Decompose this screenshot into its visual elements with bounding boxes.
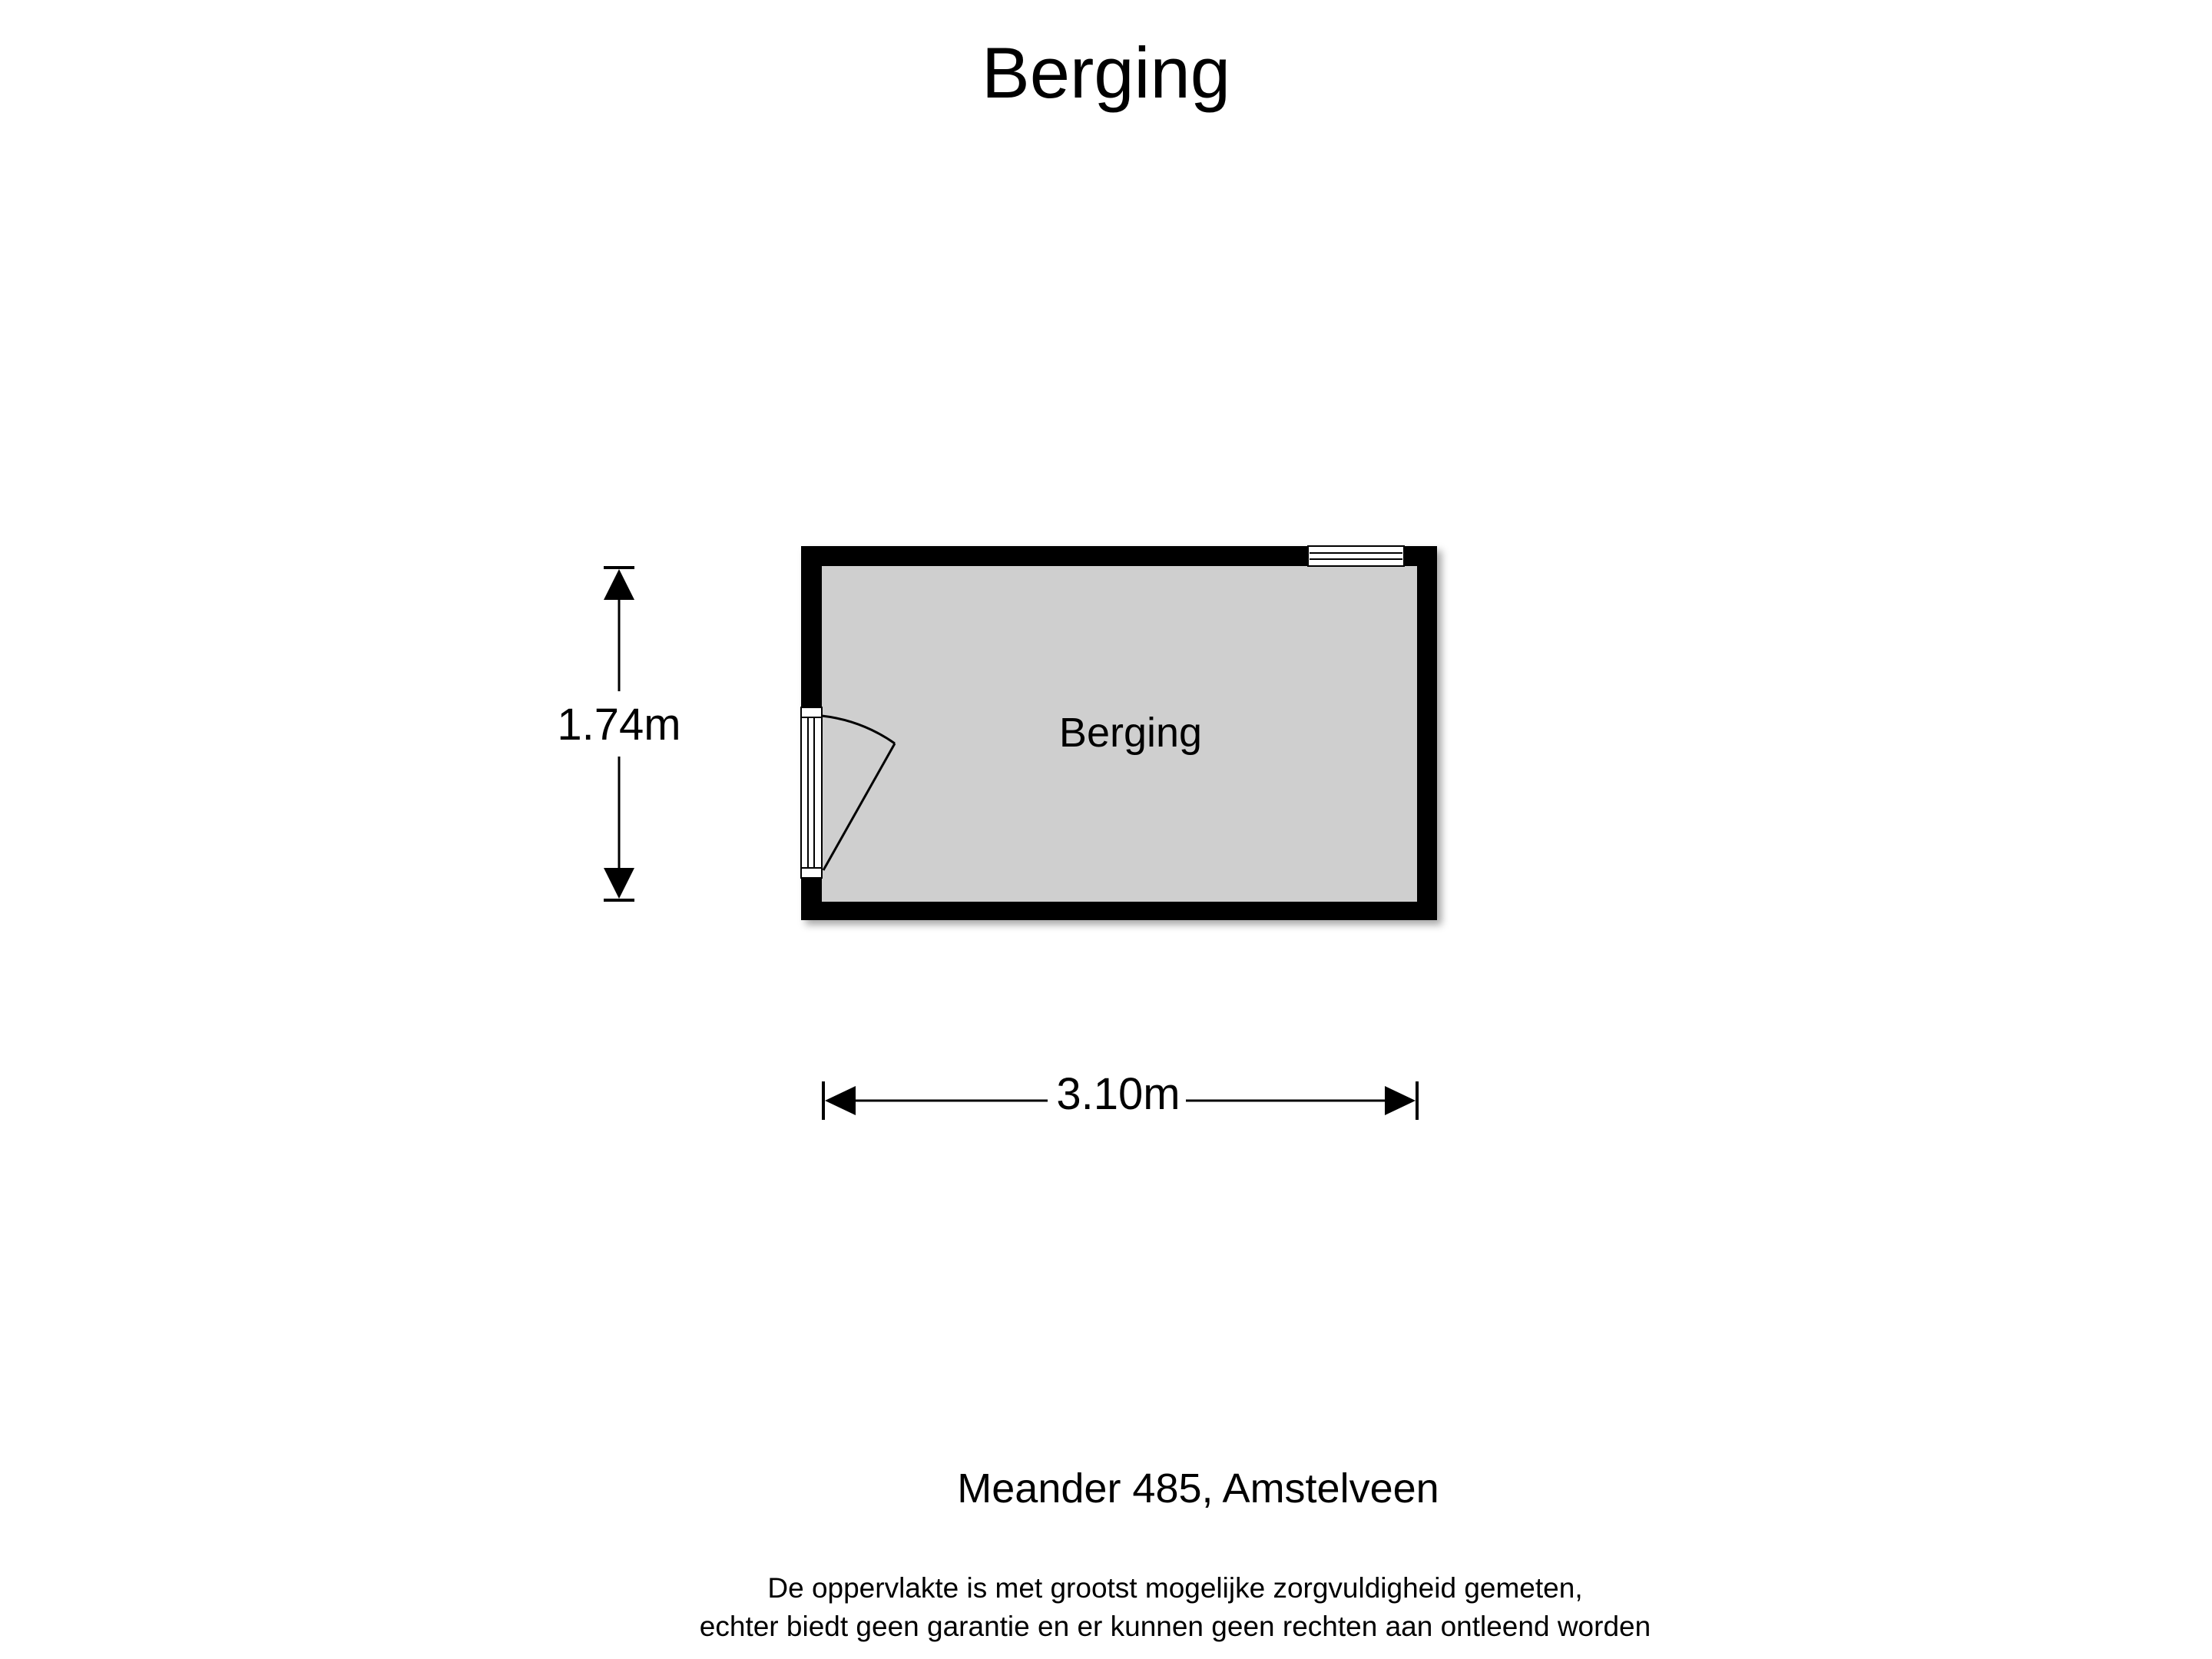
disclaimer-line-2: echter biedt geen garantie en er kunnen geen rechten aan ontleend worden [699,1611,1651,1642]
width-label: 3.10m [1056,1069,1181,1119]
room-berging [801,546,1437,920]
width-dimension [823,1069,1417,1120]
disclaimer [69,1569,2212,1646]
address-label: Meander 485, Amstelveen [957,1465,1439,1512]
page-title: Berging [982,32,1230,113]
window [1308,546,1404,566]
height-label: 1.74m [557,700,681,750]
room-label: Berging [1058,710,1203,756]
height-dimension [557,568,680,900]
disclaimer-line-1: De oppervlakte is met grootst mogelijke zorgvuldigheid gemeten, [767,1572,1583,1604]
